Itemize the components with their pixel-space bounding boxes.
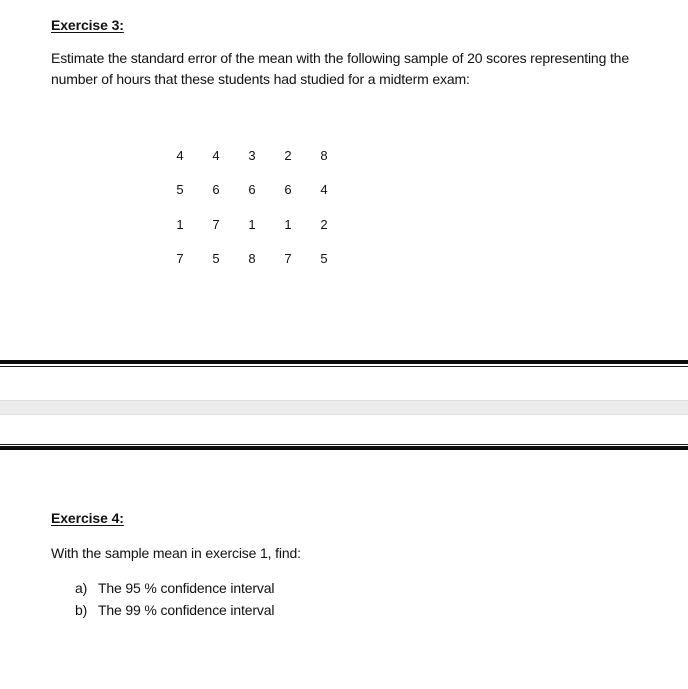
- list-item-text: The 99 % confidence interval: [98, 601, 275, 618]
- score-cell: 5: [212, 251, 220, 267]
- scores-row: [162, 173, 342, 208]
- list-item-marker: b): [75, 601, 88, 618]
- confidence-interval-list: [75, 578, 274, 621]
- score-cell: 4: [212, 147, 220, 163]
- exercise-4-text: With the sample mean in exercise 1, find:: [51, 545, 301, 561]
- score-cell: 1: [248, 216, 256, 232]
- score-cell: 1: [176, 216, 184, 232]
- score-cell: 8: [248, 251, 256, 267]
- exercise-3-heading: Exercise 3:: [51, 17, 124, 33]
- score-cell: 1: [284, 216, 292, 232]
- score-cell: 6: [212, 182, 220, 198]
- score-cell: 6: [284, 182, 292, 198]
- scores-table: [162, 138, 342, 276]
- score-cell: 5: [176, 182, 184, 198]
- scores-row: [162, 242, 342, 277]
- score-cell: 7: [176, 251, 184, 267]
- exercise-3-text: Estimate the standard error of the mean with the following sample of 20 scores representing the number of hours that these students had studied for a midterm exam:: [51, 50, 629, 87]
- score-cell: 4: [320, 182, 328, 198]
- score-cell: 7: [212, 216, 220, 232]
- score-cell: 3: [248, 147, 256, 163]
- list-item: [75, 600, 274, 622]
- scores-row: [162, 138, 342, 173]
- score-cell: 2: [320, 216, 328, 232]
- score-cell: 2: [284, 147, 292, 163]
- separator-thin-line-bottom: [0, 444, 688, 445]
- score-cell: 4: [176, 147, 184, 163]
- score-cell: 8: [320, 147, 328, 163]
- score-cell: 6: [248, 182, 256, 198]
- separator-gray-strip: [0, 400, 688, 415]
- score-cell: 7: [284, 251, 292, 267]
- list-item-text: The 95 % confidence interval: [98, 580, 275, 596]
- separator-thick-line-top: [0, 360, 688, 364]
- scores-row: [162, 207, 342, 242]
- score-cell: 5: [320, 251, 328, 267]
- exercise-4-heading: Exercise 4:: [51, 510, 124, 526]
- separator-thick-line-bottom: [0, 446, 688, 450]
- list-item-marker: a): [75, 580, 88, 596]
- list-item: [75, 578, 274, 600]
